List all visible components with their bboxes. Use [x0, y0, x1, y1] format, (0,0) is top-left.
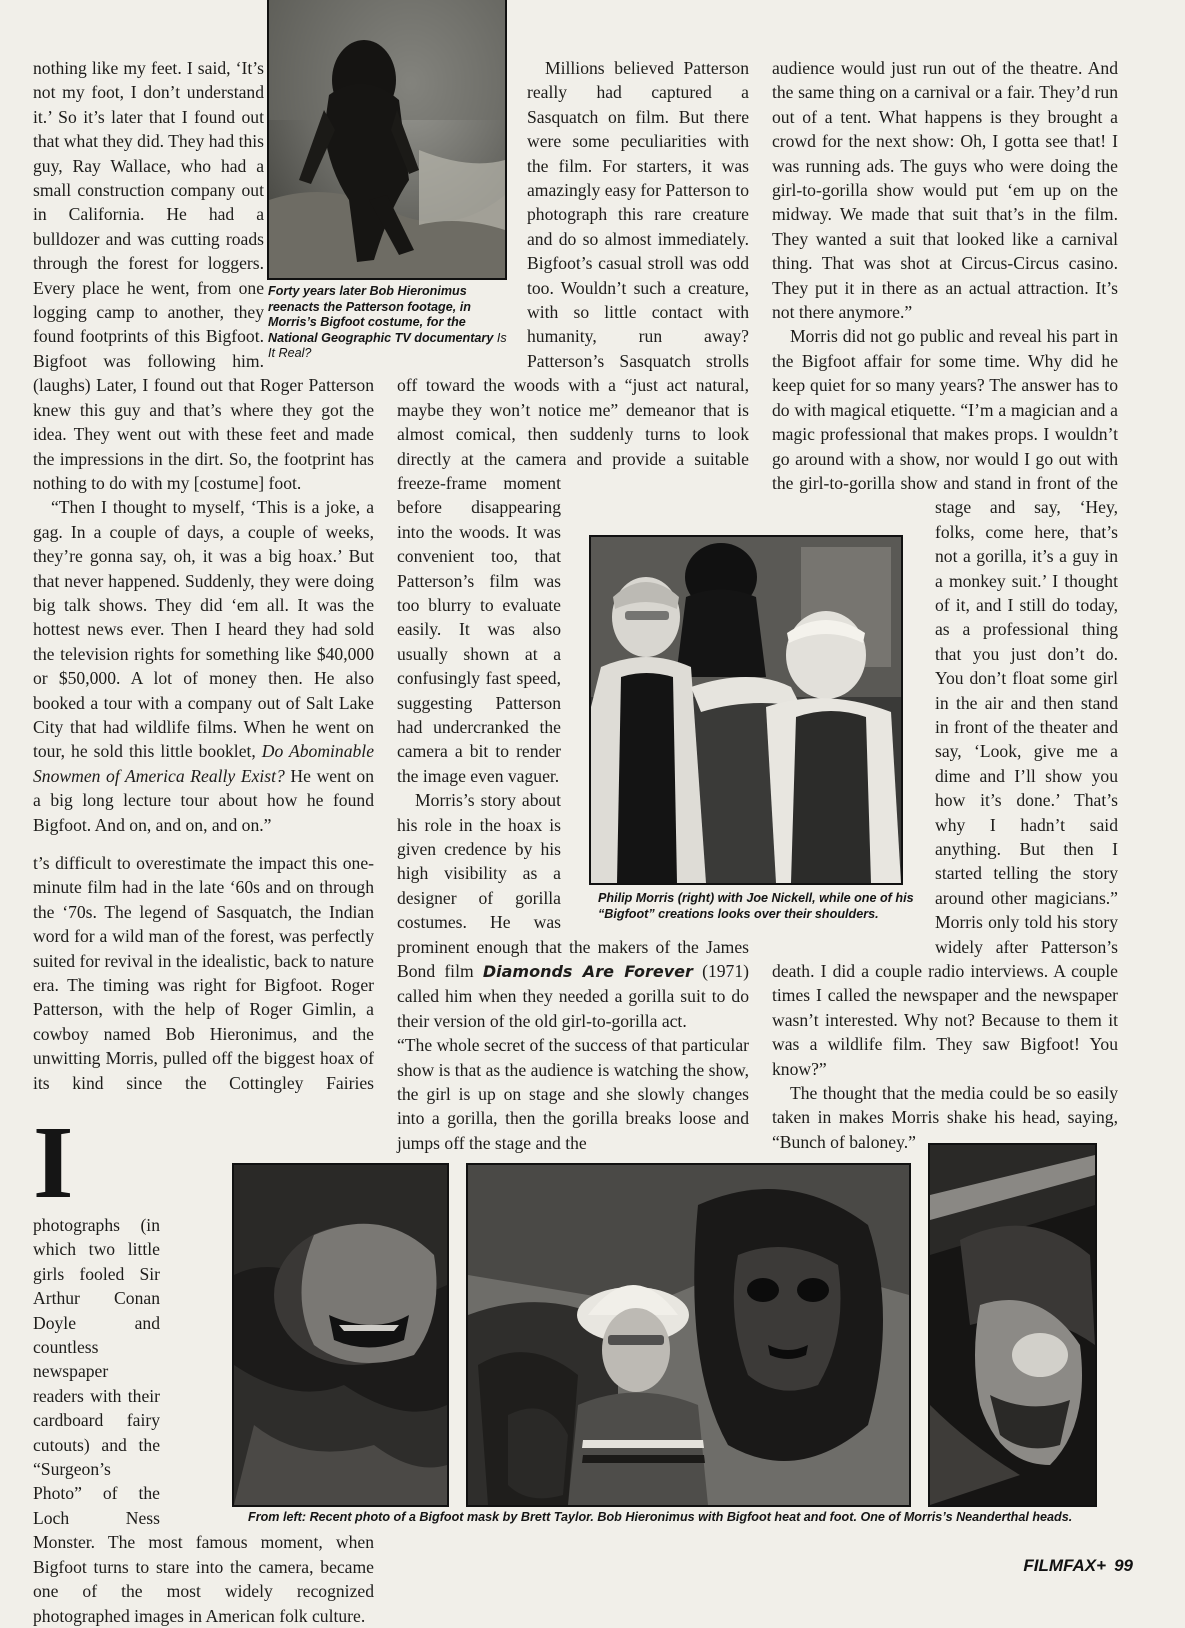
col1-paragraph-3: I t’s difficult to overestimate the impact this one-minute film had in the late ‘60s and on through the ‘70s. The legend of Sasquatch, the Indian word for a wild man of the forest, was perfectly suited for revival in the idealistic, back to nature era. The timing was right for Bigfoot. Roger Patterson, with the help of Roger Gimlin, a cowboy named Bob Hieronimus, and the unwitting Morris, pulled off the biggest hoax of its kind since the Cottingley Fairies photographs (in which two little girls fooled Sir Arthur Conan Doyle and countless newspaper readers with their cardboard fairy cutouts) and the “Surgeon’s Photo” of the Loch Ness Monster. The most famous moment, when Bigfoot turns to stare into the camera, became one of the most widely recognized photographed images in American folk culture. — [33, 853, 374, 1626]
drop-cap: I — [33, 1105, 74, 1220]
bottom-photos-caption: From left: Recent photo of a Bigfoot mask by Brett Taylor. Bob Hieronimus with Bigfoot heat and foot. One of Morris’s Neanderthal heads. — [248, 1510, 1073, 1524]
page-number: 99 — [1114, 1556, 1133, 1575]
col1-p2-text-b: He went on a big long lecture tour about how he found Bigfoot. And on, and on, and on.” — [33, 765, 374, 835]
booklet-title: Do Abominable Snowmen of America Really Exist? — [33, 741, 375, 786]
film-title: Diamonds Are Forever — [482, 962, 693, 982]
col2-paragraph-1: Millions believed Patterson really had captured a Sasquatch on film. But there were some peculiarities with the film. For starters, it was amazingly easy for Patterson to photograph this rare creature and do so almost immediately. Bigfoot’s casual stroll was odd too. Wouldn’t such a creature, with so little contact with humanity, run away? Patterson’s Sasquatch strolls off toward the woods with a “just act natural, maybe they won’t notice me” demeanor that is almost comical, then suddenly turns to look directly at the camera and provide a suitable freeze-frame moment before disappearing into the woods. It was convenient too, that Patterson’s film was too blurry to evaluate easily. It was also usually shown at a confusingly fast speed, suggesting Patterson had undercranked the camera a bit to render the image even vaguer. — [397, 58, 749, 786]
column-2 — [397, 56, 749, 1153]
hieronimus-bigfoot-photo — [466, 1163, 911, 1507]
column-1 — [33, 56, 375, 1626]
column-3 — [772, 56, 1118, 1152]
morris-photo-caption: Philip Morris (right) with Joe Nickell, while one of his “Bigfoot” creations looks over their shoulders. — [598, 891, 914, 921]
documentary-title: Is It Real? — [268, 330, 507, 360]
col2-p2-text-a: Morris’s story about his role in the hoax is given credence by his high visibility as a designer of gorilla costumes. He was prominent enough that the makers of the James Bond film — [397, 790, 749, 982]
col1-p2-text-a: “Then I thought to myself, ‘This is a joke, a gag. In a couple of days, a couple of weeks, they’re gonna say, oh, it was a big hoax.’ But that never happened. Suddenly, they were doing big talk shows. They did ‘em all. It was the hottest news ever. Then I heard they had sold the television rights for something like $40,000 or $50,000. A lot of money then. He also booked a tour with a company out of Salt Lake City that had wildlife films. When he went on tour, he sold this little booklet, — [33, 497, 374, 762]
magazine-name: FILMFAX+ — [1023, 1556, 1107, 1575]
col3-paragraph-1: audience would just run out of the theatre. And the same thing on a carnival or a fair. They’d run out of a tent. What happens is they brought a crowd for the next show: Oh, I gotta see that! I was running ads. The guys who were doing the girl-to-gorilla show would put ‘em up on the midway. We made that suit that’s in the film. They wanted a suit that looked like a carnival thing. That was shot at Circus-Circus casino. They put it in there as an actual attraction. It’s not there anymore.” — [772, 58, 1118, 323]
caption-text: Forty years later Bob Hieronimus reenacts the Patterson footage, in Morris’s Bigfoot costume, for the National Geographic TV documentary — [268, 284, 497, 345]
col2-p2-text-b: (1971) called him when they needed a gorilla suit to do their version of the old girl-to-gorilla act. — [397, 961, 749, 1031]
col3-paragraph-3: The thought that the media could be so easily taken in makes Morris shake his head, saying, “Bunch of baloney.” — [772, 1083, 1118, 1152]
page-folio — [1023, 1556, 1133, 1576]
col3-paragraph-2: Morris did not go public and reveal his part in the Bigfoot affair for some time. Why did he keep quiet for so many years? The answer has to do with magical etiquette. “I’m a magician and a magic professional that makes props. I wouldn’t go around with a show, nor would I go out with the girl-to-gorilla show and stand in front of the stage and say, ‘Hey, folks, come here, that’s not a gorilla, it’s a guy in a monkey suit.’ I thought of it, and I still do today, as a professional thing that you just don’t do. You don’t float some girl in the air and then stand in front of the theater and say, ‘Look, give me a dime and I’ll show you how it’s done.’ That’s why I hadn’t said anything. But then I started telling the story around other magicians.” Morris only told his story widely after Patterson’s death. I did a couple radio interviews. A couple times I called the newspaper and the newspaper wasn’t interested. Why not? Because to them it was a wildlife film. They saw Bigfoot! You know?” — [772, 326, 1118, 1079]
col1-paragraph-1: nothing like my feet. I said, ‘It’s not my foot, I don’t understand it.’ So it’s later that I found out that what they did. They had this guy, Ray Wallace, who had a small construction company out in California. He had a bulldozer and was cutting roads through the forest for loggers. Every place he went, from one logging camp to another, they found footprints of this Bigfoot. Bigfoot was following him. (laughs) Later, I found out that Roger Patterson knew this guy and that’s where they got the idea. They went out with these feet and made the impressions in the dirt. So, the footprint has nothing to do with my [costume] foot. — [33, 58, 374, 493]
col1-paragraph-2 — [33, 495, 374, 837]
neanderthal-head-photo — [928, 1143, 1097, 1507]
col2-paragraph-3: “The whole secret of the success of that particular show is that as the audience is watching the show, the girl is up on stage and she slowly changes into a gorilla, then the gorilla breaks loose and jumps off the stage and the — [397, 1035, 749, 1153]
